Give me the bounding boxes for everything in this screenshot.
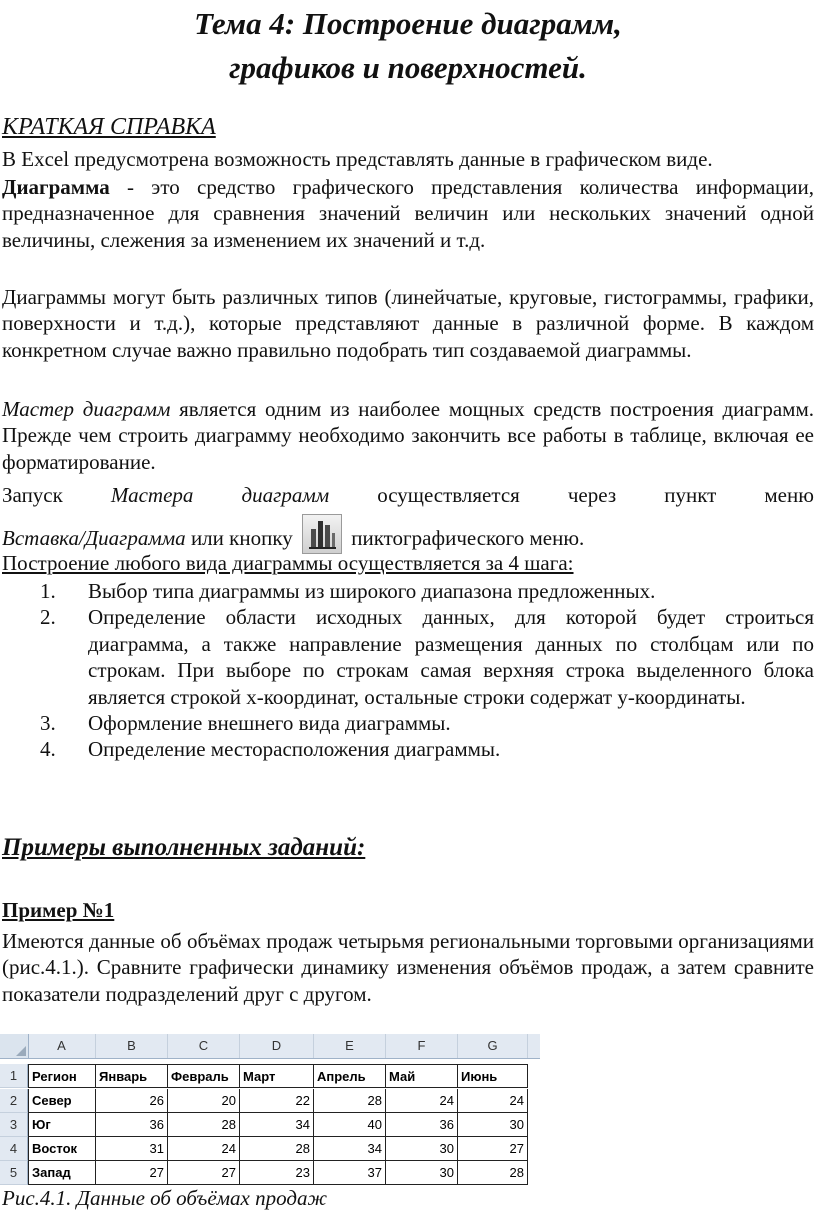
row-header[interactable]: 4 (0, 1137, 28, 1161)
launch-word-5: через (567, 483, 617, 507)
row-header[interactable]: 1 (0, 1064, 28, 1088)
steps-list (2, 578, 814, 763)
step-item (2, 736, 814, 762)
definition-text: - это средство графического представления количества информации, предназначенное для сравнения значений величин или нескольких значений одной величины, слежения за изменением их значений и т.д. (2, 175, 814, 252)
table-cell[interactable]: 27 (168, 1161, 240, 1185)
step-text: Определение области исходных данных, для которой будет строиться диаграмма, а также направление размещения данных по столбцам или по строкам. При выборе по строкам самая верхняя строка выделенного блока является строкой x-координат, остальные строки содержат y-координаты. (88, 605, 814, 709)
bar-chart-icon (302, 514, 342, 554)
table-cell[interactable]: 22 (240, 1089, 314, 1113)
step-number: 4. (40, 737, 56, 762)
reference-heading-text: КРАТКАЯ СПРАВКА (2, 114, 216, 140)
table-cell[interactable]: 26 (96, 1089, 168, 1113)
table-cell[interactable]: 40 (314, 1113, 386, 1137)
table-header-cell[interactable]: Март (240, 1064, 314, 1088)
table-cell[interactable]: 30 (386, 1137, 458, 1161)
table-cell[interactable]: 28 (240, 1137, 314, 1161)
spreadsheet-figure (0, 1034, 540, 1184)
paragraph-launch-line (2, 482, 814, 508)
page-title-line1: Тема 4: Построение диаграмм, (194, 6, 622, 41)
steps-intro (2, 550, 814, 576)
wizard-text: является одним из наиболее мощных средств построения диаграмм. Прежде чем строить диаграмму необходимо закончить все работы в таблице, включая ее форматирование. (2, 397, 814, 474)
step-number: 3. (40, 711, 56, 736)
table-header-cell[interactable]: Февраль (168, 1064, 240, 1088)
table-header-cell[interactable]: Апрель (314, 1064, 386, 1088)
step-item (2, 710, 814, 736)
table-cell[interactable]: 37 (314, 1161, 386, 1185)
table-header-cell[interactable]: Север (28, 1089, 96, 1113)
step-text: Выбор типа диаграммы из широкого диапазона предложенных. (88, 579, 656, 603)
table-cell[interactable]: 31 (96, 1137, 168, 1161)
column-header[interactable]: A (28, 1034, 96, 1058)
example-1-heading: Пример №1 (2, 898, 115, 922)
table-header-cell[interactable]: Запад (28, 1161, 96, 1185)
paragraph-diagram-definition (2, 174, 814, 253)
table-header-cell[interactable]: Регион (28, 1064, 96, 1088)
row-header[interactable]: 3 (0, 1113, 28, 1137)
table-cell[interactable]: 23 (240, 1161, 314, 1185)
launch-mid-text: или кнопку (185, 525, 298, 550)
table-cell[interactable]: 28 (314, 1089, 386, 1113)
paragraph-diagram-types: Диаграммы могут быть различных типов (линейчатые, круговые, гистограммы, графики, поверхности и т.д.), которые представляют данные в различной форме. В каждом конкретном случае важно правильно подобрать тип создаваемой диаграммы. (2, 285, 814, 362)
table-header-cell[interactable]: Июнь (458, 1064, 528, 1088)
table-cell[interactable]: 27 (96, 1161, 168, 1185)
launch-word-7: меню (764, 483, 814, 507)
launch-word-1: Запуск (2, 483, 63, 507)
menu-path: Вставка/Диаграмма (2, 525, 186, 550)
example-1-text: Имеются данные об объёмах продаж четырьмя региональными торговыми организациями (рис.4.1.). Сравните графически динамику изменения объёмов продаж, а затем сравните показатели подразделений друг с другом. (2, 929, 814, 1006)
term-chart-wizard: Мастер диаграмм (2, 397, 171, 421)
steps-intro-text: Построение любого вида диаграммы осуществляется за 4 шага: (2, 551, 574, 575)
table-cell[interactable]: 24 (386, 1089, 458, 1113)
examples-heading: Примеры выполненных заданий: (2, 834, 366, 861)
table-cell[interactable]: 20 (168, 1089, 240, 1113)
table-cell[interactable]: 24 (168, 1137, 240, 1161)
column-header[interactable]: G (458, 1034, 528, 1058)
table-header-cell[interactable]: Юг (28, 1113, 96, 1137)
table-cell[interactable]: 28 (168, 1113, 240, 1137)
steps-list-container (2, 578, 814, 763)
launch-word-6: пункт (664, 483, 717, 507)
table-cell[interactable]: 28 (458, 1161, 528, 1185)
table-cell[interactable]: 30 (458, 1113, 528, 1137)
step-number: 2. (40, 605, 56, 630)
table-header-cell[interactable]: Май (386, 1064, 458, 1088)
page-title-line2: графиков и поверхностей. (229, 50, 587, 85)
step-text: Определение месторасположения диаграммы. (88, 737, 501, 762)
column-header[interactable]: F (386, 1034, 458, 1058)
launch-word-2: Мастера (110, 483, 194, 507)
launch-word-3: диаграмм (241, 483, 330, 507)
step-item (2, 578, 814, 604)
launch-word-4: осуществляется (377, 483, 520, 507)
table-cell[interactable]: 24 (458, 1089, 528, 1113)
table-cell[interactable]: 34 (314, 1137, 386, 1161)
table-cell[interactable]: 36 (386, 1113, 458, 1137)
figure-caption: Рис.4.1. Данные об объёмах продаж (2, 1186, 328, 1210)
launch-end-text: пиктографического меню. (345, 525, 585, 550)
row-header[interactable]: 5 (0, 1161, 28, 1185)
table-header-cell[interactable]: Восток (28, 1137, 96, 1161)
column-header[interactable]: E (314, 1034, 386, 1058)
column-header[interactable]: C (168, 1034, 240, 1058)
column-header[interactable]: B (96, 1034, 168, 1058)
table-cell[interactable]: 34 (240, 1113, 314, 1137)
table-cell[interactable]: 30 (386, 1161, 458, 1185)
reference-heading (2, 114, 814, 140)
step-item (2, 604, 814, 710)
paragraph-chart-wizard (2, 396, 814, 475)
table-cell[interactable]: 36 (96, 1113, 168, 1137)
step-number: 1. (40, 579, 56, 603)
table-cell[interactable]: 27 (458, 1137, 528, 1161)
step-text: Оформление внешнего вида диаграммы. (88, 711, 451, 736)
row-header[interactable]: 2 (0, 1089, 28, 1113)
paragraph-intro: В Excel предусмотрена возможность представлять данные в графическом виде. (2, 147, 713, 171)
select-all-corner[interactable] (0, 1034, 29, 1058)
table-header-cell[interactable]: Январь (96, 1064, 168, 1088)
term-diagram: Диаграмма (2, 175, 110, 199)
column-header[interactable]: D (240, 1034, 314, 1058)
